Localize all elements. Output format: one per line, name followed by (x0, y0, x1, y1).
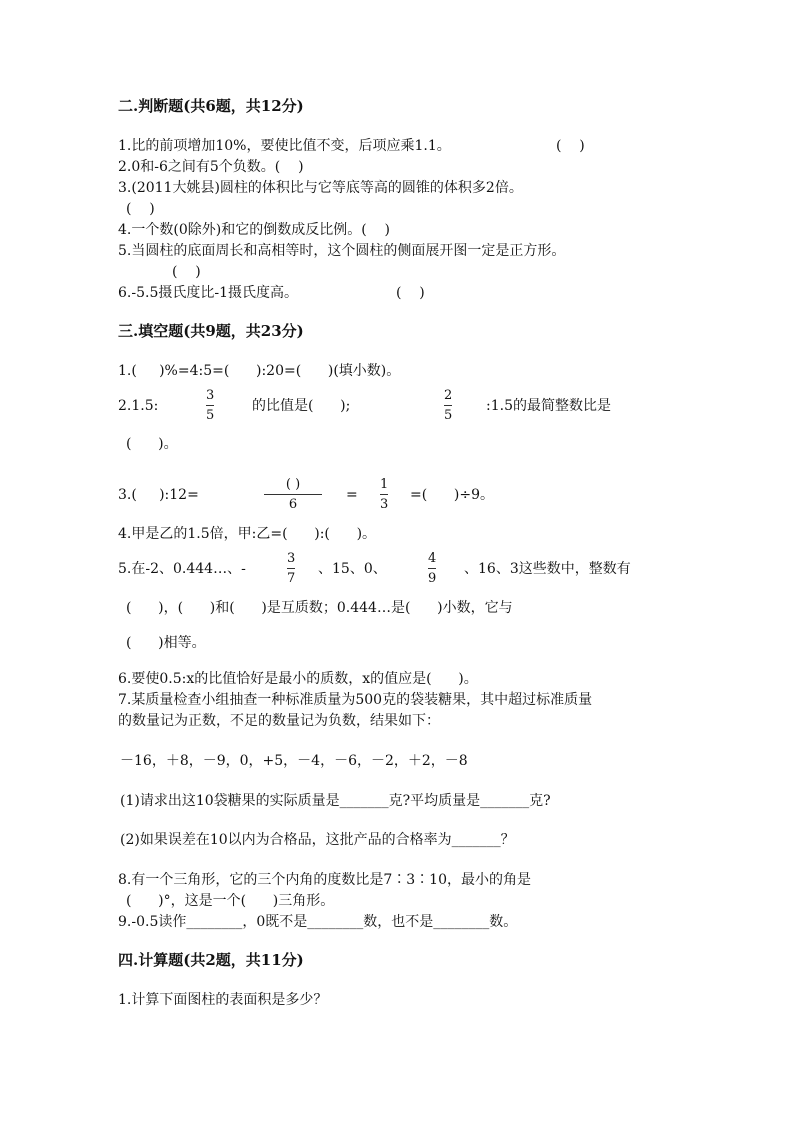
judge-question-2: 2.0和-6之间有5个负数。( ) (118, 159, 304, 175)
fill-question-5-part-c: 、16、3这些数中，整数有 (464, 561, 631, 577)
fill-question-5-part-b: 、15、0、 (318, 561, 387, 577)
fraction-denominator: 3 (380, 497, 389, 512)
fill-question-7-sub-2: (2)如果误差在10以内为合格品，这批产品的合格率为_______？ (120, 832, 515, 848)
fill-question-3-part-b: =( )÷9。 (410, 487, 494, 503)
fill-question-4: 4.甲是乙的1.5倍，甲:乙=( ):( )。 (118, 526, 377, 542)
fraction-two-fifths (444, 388, 452, 423)
fill-question-8-line-1: 8.有一个三角形，它的三个内角的度数比是7∶3∶10，最小的角是 (118, 872, 531, 888)
fraction-denominator: 5 (444, 408, 453, 423)
fill-question-7-line-2: 的数量记为正数，不足的数量记为负数，结果如下： (118, 713, 440, 729)
fill-question-5-part-e: ( )相等。 (126, 635, 206, 651)
section-heading-fill: 三.填空题(共9题，共23分) (118, 322, 304, 340)
section-heading-judge: 二.判断题(共6题，共12分) (118, 97, 304, 115)
fill-question-9: 9.-0.5读作________，0既不是________数，也不是________数。 (118, 914, 518, 930)
fraction-denominator: 9 (428, 571, 437, 586)
fraction-numerator: 1 (380, 477, 389, 492)
fill-question-7-data: －16，＋8，－9，0，+5，－4，－6，－2，＋2，－8 (120, 753, 468, 769)
fill-question-2-part-c: :1.5的最简整数比是 (486, 398, 611, 414)
calc-question-1: 1.计算下面图柱的表面积是多少？ (118, 992, 328, 1008)
judge-answer-blank-5: ( ) (172, 264, 201, 280)
fraction-three-sevenths (287, 551, 295, 586)
fraction-denominator: 5 (206, 408, 215, 423)
fill-question-5-part-a: 5.在-2、0.444…、- (118, 561, 246, 577)
judge-question-5: 5.当圆柱的底面周长和高相等时，这个圆柱的侧面展开图一定是正方形。 (118, 243, 566, 259)
fill-question-8-line-2: ( )°，这是一个( )三角形。 (126, 893, 335, 909)
fraction-numerator: 4 (428, 551, 437, 566)
fraction-four-ninths (428, 551, 436, 586)
judge-question-1: 1.比的前项增加10%，要使比值不变，后项应乘1.1。 (118, 138, 451, 154)
fraction-numerator: ( ) (285, 477, 301, 492)
fraction-blank-over-six (264, 477, 322, 512)
equals-sign: = (346, 487, 358, 503)
fraction-one-third (380, 477, 388, 512)
fill-question-7-line-1: 7.某质量检查小组抽查一种标准质量为500克的袋装糖果，其中超过标准质量 (118, 692, 593, 708)
fill-question-5-part-d: ( )，( )和( )是互质数；0.444…是( )小数，它与 (126, 600, 513, 616)
fill-question-2-part-a: 2.1.5: (118, 398, 159, 414)
fraction-numerator: 3 (287, 551, 296, 566)
section-heading-calc: 四.计算题(共2题，共11分) (118, 951, 304, 969)
judge-answer-blank-3: ( ) (126, 201, 155, 217)
fill-question-1: 1.( )%=4:5=( ):20=( )(填小数)。 (118, 363, 401, 379)
fraction-denominator: 7 (287, 571, 296, 586)
fill-question-2-part-d: ( )。 (126, 436, 178, 452)
fraction-denominator: 6 (288, 497, 298, 512)
judge-answer-blank-6: ( ) (396, 285, 425, 301)
fill-question-7-sub-1: (1)请求出这10袋糖果的实际质量是_______克?平均质量是_______克? (120, 793, 551, 809)
judge-question-3: 3.(2011大姚县)圆柱的体积比与它等底等高的圆锥的体积多2倍。 (118, 180, 523, 196)
judge-question-4: 4.一个数(0除外)和它的倒数成反比例。( ) (118, 222, 390, 238)
judge-question-6: 6.-5.5摄氏度比-1摄氏度高。 (118, 285, 298, 301)
fraction-three-fifths (206, 388, 214, 423)
judge-answer-blank-1: ( ) (556, 138, 585, 154)
fill-question-2-part-b: 的比值是( ); (252, 398, 351, 414)
fraction-numerator: 3 (206, 388, 215, 403)
fraction-numerator: 2 (444, 388, 453, 403)
fill-question-6: 6.要使0.5:x的比值恰好是最小的质数，x的值应是( )。 (118, 671, 478, 687)
fill-question-3-part-a: 3.( ):12= (118, 487, 199, 503)
